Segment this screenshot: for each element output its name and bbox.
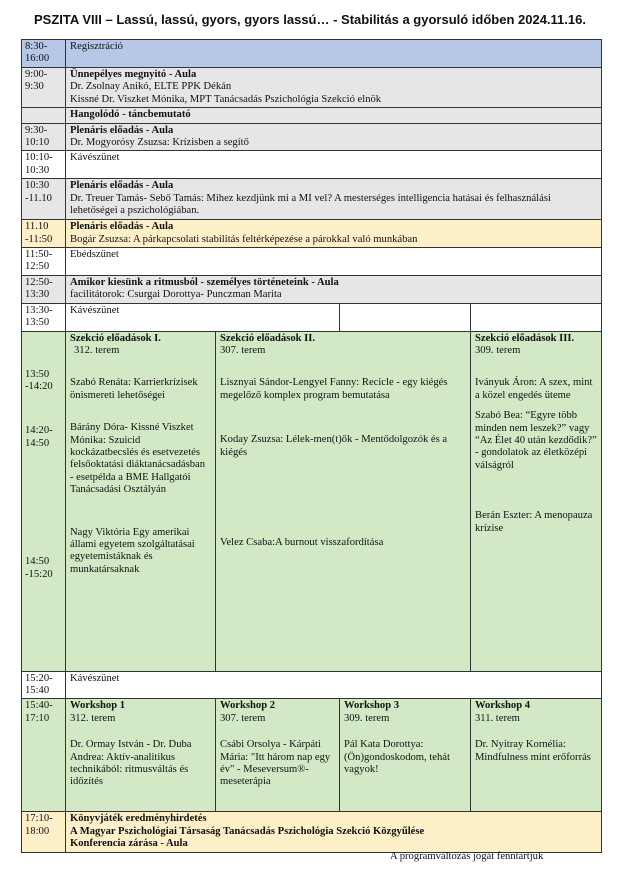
empty-cell — [471, 303, 602, 331]
row-coffee-2 — [22, 303, 602, 331]
event-cell: Plenáris előadás - Aula Bogár Zsuzsa: A párkapcsolati stabilitás feltérképezése a párokkal való munkában — [66, 220, 602, 248]
time-cell: 13:30- 13:50 — [22, 303, 66, 331]
talk-item: Szabó Renáta: Karrierkrízisek önismereti lehetőségei — [70, 377, 198, 401]
row-personal-stories — [22, 275, 602, 303]
talk-item: Nagy Viktória Egy amerikai állami egyetem szolgáltatásai egyetemistáknak és munkatársaknak — [70, 526, 195, 575]
row-sections — [22, 331, 602, 671]
time-cell: 11.10 -11:50 — [22, 220, 66, 248]
workshop-4-cell: Workshop 4 311. terem Dr. Nyitray Kornélia: Mindfulness mint erőforrás — [471, 699, 602, 812]
talk-item: Lisznyai Sándor-Lengyel Fanny: Recicle - egy kiégés megelőző komplex program bemutatása — [220, 377, 448, 401]
page-title: PSZITA VIII – Lassú, lassú, gyors, gyors lassú… - Stabilitás a gyorsuló időben 2024.11.16. — [34, 12, 586, 27]
time-cell: 13:50 -14:20 14:20- 14:50 14:50 -15:20 — [22, 331, 66, 671]
talk-item: Szabó Bea: “Egyre több minden nem leszek?” vagy “Az Élet 40 után kezdődik?” - gondolatok az életközépi válságról — [475, 410, 597, 471]
section-3-room: 309. terem — [475, 344, 521, 356]
event-cell: Plenáris előadás - Aula Dr. Treuer Tamás- Sebő Tamás: Mihez kezdjünk mi a MI vel? A mesterséges intelligencia hatásai és felhasználási lehetőségei a pszichológiában. — [66, 179, 602, 220]
talk-item: Iványuk Áron: A szex, mint a közel engedés üteme — [475, 377, 593, 401]
time-cell: 8:30- 16:00 — [22, 40, 66, 68]
workshop-3-cell: Workshop 3 309. terem Pál Kata Dorottya: (Ön)gondoskodom, tehát vagyok! — [340, 699, 471, 812]
row-coffee-3 — [22, 671, 602, 699]
event-cell: Könyvjáték eredményhirdetés A Magyar Pszichológiai Társaság Tanácsadás Pszichológia Szekció Közgyűlése Konferencia zárása - Aula — [66, 812, 602, 852]
row-opening — [22, 68, 602, 108]
time-cell: 15:40- 17:10 — [22, 699, 66, 812]
event-cell: Plenáris előadás - Aula Dr. Mogyorósy Zsuzsa: Krízisben a segítő — [66, 123, 602, 151]
talk-item: Berán Eszter: A menopauza krízise — [475, 510, 593, 534]
talk-item: Velez Csaba:A burnout visszafordítása — [220, 536, 384, 548]
event-cell: Amikor kiesünk a ritmusból - személyes történeteink - Aula facilitátorok: Csurgai Dorottya- Punczman Marita — [66, 275, 602, 303]
row-dance — [22, 108, 602, 123]
time-cell: 15:20- 15:40 — [22, 671, 66, 699]
row-plenary-2 — [22, 179, 602, 220]
section-2-title: Szekció előadások II. — [220, 332, 316, 344]
row-plenary-3 — [22, 220, 602, 248]
talk-item: Bárány Dóra- Kissné Viszket Mónika: Szuicid kockázatbecslés és esetvezetés felsőoktatási diáktanácsadásban - esetpélda a BME Hallgatói Tanácsadási Osztályán — [70, 422, 206, 496]
row-closing — [22, 812, 602, 852]
event-cell: Hangolódó - táncbemutató — [66, 108, 602, 123]
event-cell: Kávészünet — [66, 671, 602, 699]
row-workshops — [22, 699, 602, 812]
event-cell: Ebédszünet — [66, 248, 602, 276]
time-cell: 9:30- 10:10 — [22, 123, 66, 151]
talk-item: Koday Zsuzsa: Lélek-men(t)ők - Mentődolgozók és a kiégés — [220, 434, 448, 458]
section-2-room: 307. terem — [220, 344, 266, 356]
empty-cell — [340, 303, 471, 331]
row-registration — [22, 40, 602, 68]
event-cell: Ünnepélyes megnyitó - Aula Dr. Zsolnay Anikó, ELTE PPK Dékán Kissné Dr. Viszket Mónika, MPT Tanácsadás Pszichológia Szekció elnök — [66, 68, 602, 108]
event-cell: Regisztráció — [66, 40, 602, 68]
section-1-cell — [66, 331, 216, 671]
time-cell: 10:10- 10:30 — [22, 151, 66, 179]
time-cell: 12:50- 13:30 — [22, 275, 66, 303]
section-1-title: Szekció előadások I. — [70, 332, 161, 344]
time-cell: 9:00- 9:30 — [22, 68, 66, 108]
event-cell: Kávészünet — [66, 151, 602, 179]
time-cell — [22, 108, 66, 123]
section-1-room: 312. terem — [74, 344, 120, 356]
workshop-2-cell: Workshop 2 307. terem Csábi Orsolya - Kárpáti Mária: "Itt három nap egy év" - Meseversum®-meseterápia — [216, 699, 340, 812]
section-2-cell — [216, 331, 471, 671]
row-plenary-1 — [22, 123, 602, 151]
section-3-title: Szekció előadások III. — [475, 332, 575, 344]
time-cell: 11:50- 12:50 — [22, 248, 66, 276]
time-cell: 10:30 -11.10 — [22, 179, 66, 220]
row-coffee-1 — [22, 151, 602, 179]
section-3-cell — [471, 331, 602, 671]
footer-note: A programváltozás jogát fenntartjuk — [390, 851, 544, 862]
time-cell: 17:10- 18:00 — [22, 812, 66, 852]
row-lunch — [22, 248, 602, 276]
workshop-1-cell: Workshop 1 312. terem Dr. Ormay István - Dr. Duba Andrea: Aktív-analitikus technikából: ritmusváltás és időzítés — [66, 699, 216, 812]
event-cell: Kávészünet — [66, 303, 340, 331]
schedule-table — [21, 39, 602, 853]
